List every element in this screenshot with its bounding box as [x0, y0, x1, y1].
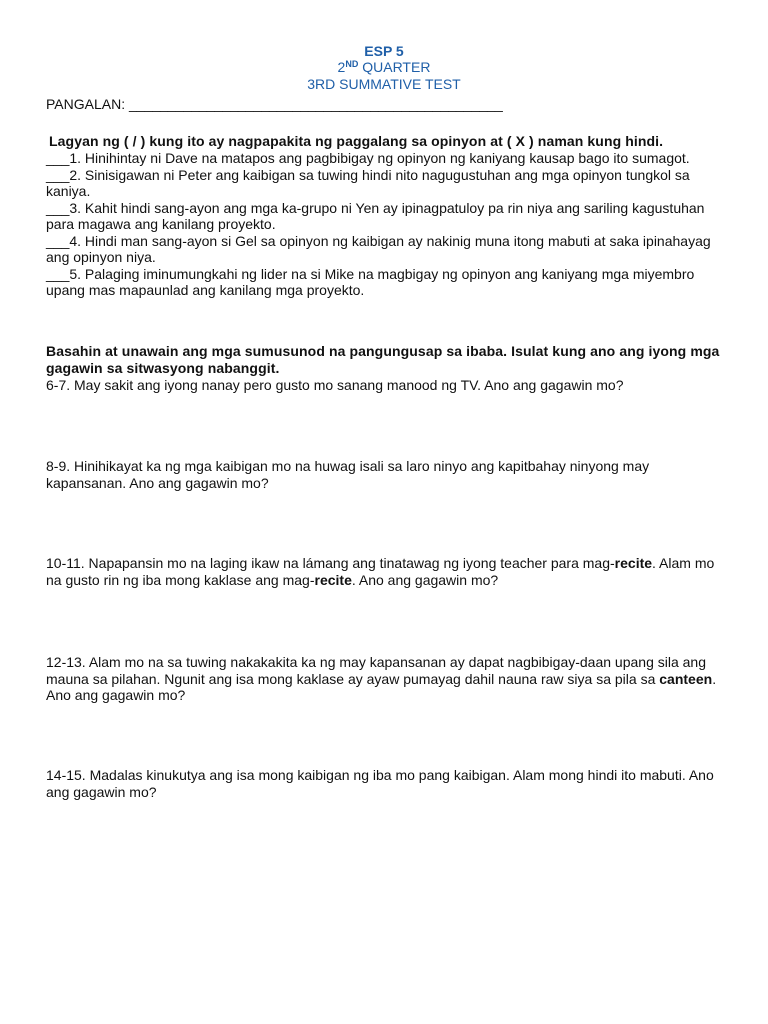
q4-part-c: . Ano ang gagawin mo?	[46, 670, 717, 703]
part1-items	[46, 150, 726, 299]
item-5: ___5. Palaging iminumungkahi ng lider na si Mike na magbigay ng opinyon ang kaniyang mga miyembro upang mas mapaunlad ang kanilang mga proyekto.	[46, 265, 695, 298]
question-12-13	[46, 654, 726, 704]
name-label: PANGALAN:	[46, 96, 129, 112]
q3-term-recite-2: recite	[314, 571, 352, 588]
question-14-15: 14-15. Madalas kinukutya ang isa mong kaibigan ng iba mo pang kaibigan. Alam mong hindi ito mabuti. Ano ang gagawin mo?	[46, 767, 714, 800]
q3-part-c: . Alam mo na gusto rin ng iba mong kaklase ang mag-	[46, 555, 715, 588]
quarter-number: 2	[337, 59, 346, 75]
q3-part-a: 10-11. Napapansin mo na laging ikaw na lámang ang tinatawag ng iyong teacher para mag-	[46, 555, 615, 571]
item-3: ___3. Kahit hindi sang-ayon ang mga ka-grupo ni Yen ay ipinagpatuloy pa rin niya ang sariling kagustuhan para magawa ang kanilang proyekto.	[46, 199, 705, 232]
q3-term-recite-1: recite	[614, 555, 653, 571]
part2-instructions: Basahin at unawain ang mga sumusunod na pangungusap sa ibaba. Isulat kung ano ang iyong mga gagawin sa sitwasyong nabanggit.	[46, 343, 720, 376]
subject-title: ESP 5	[364, 43, 404, 59]
q4-term-canteen: canteen	[659, 670, 713, 687]
item-1: ___1. Hinihintay ni Dave na matapos ang pagbibigay ng opinyon ng kaniyang kausap bago ito sumagot.	[46, 150, 690, 166]
quarter-ordinal-suffix: ND	[345, 59, 359, 69]
quarter-title	[0, 59, 768, 75]
test-title: 3RD SUMMATIVE TEST	[307, 76, 461, 92]
name-blank: ________________________________________________	[129, 96, 503, 112]
quarter-word: QUARTER	[358, 59, 431, 75]
part1-instructions: Lagyan ng ( / ) kung ito ay nagpapakita ng paggalang sa opinyon at ( X ) naman kung hindi.	[49, 133, 664, 149]
q4-part-a: 12-13. Alam mo na sa tuwing nakakakita ka ng may kapansanan ay dapat nagbibigay-daan upang sila ang mauna sa pilahan. Ngunit ang isa mong kaklase ay ayaw pumayag dahil nauna raw siya sa pila sa	[46, 654, 707, 687]
question-6-7: 6-7. May sakit ang iyong nanay pero gusto mo sanang manood ng TV. Ano ang gagawin mo?	[46, 377, 624, 393]
question-10-11	[46, 555, 726, 588]
item-2: ___2. Sinisigawan ni Peter ang kaibigan sa tuwing hindi nito nagugustuhan ang mga opinyon tungkol sa kaniya.	[46, 166, 690, 199]
name-field	[46, 96, 503, 113]
question-8-9: 8-9. Hinihikayat ka ng mga kaibigan mo na huwag isali sa laro ninyo ang kapitbahay ninyong may kapansanan. Ano ang gagawin mo?	[46, 458, 650, 491]
item-4: ___4. Hindi man sang-ayon si Gel sa opinyon ng kaibigan ay nakinig muna itong mabuti at saka ipinahayag ang opinyon niya.	[46, 232, 711, 265]
q3-part-e: . Ano ang gagawin mo?	[351, 571, 499, 588]
